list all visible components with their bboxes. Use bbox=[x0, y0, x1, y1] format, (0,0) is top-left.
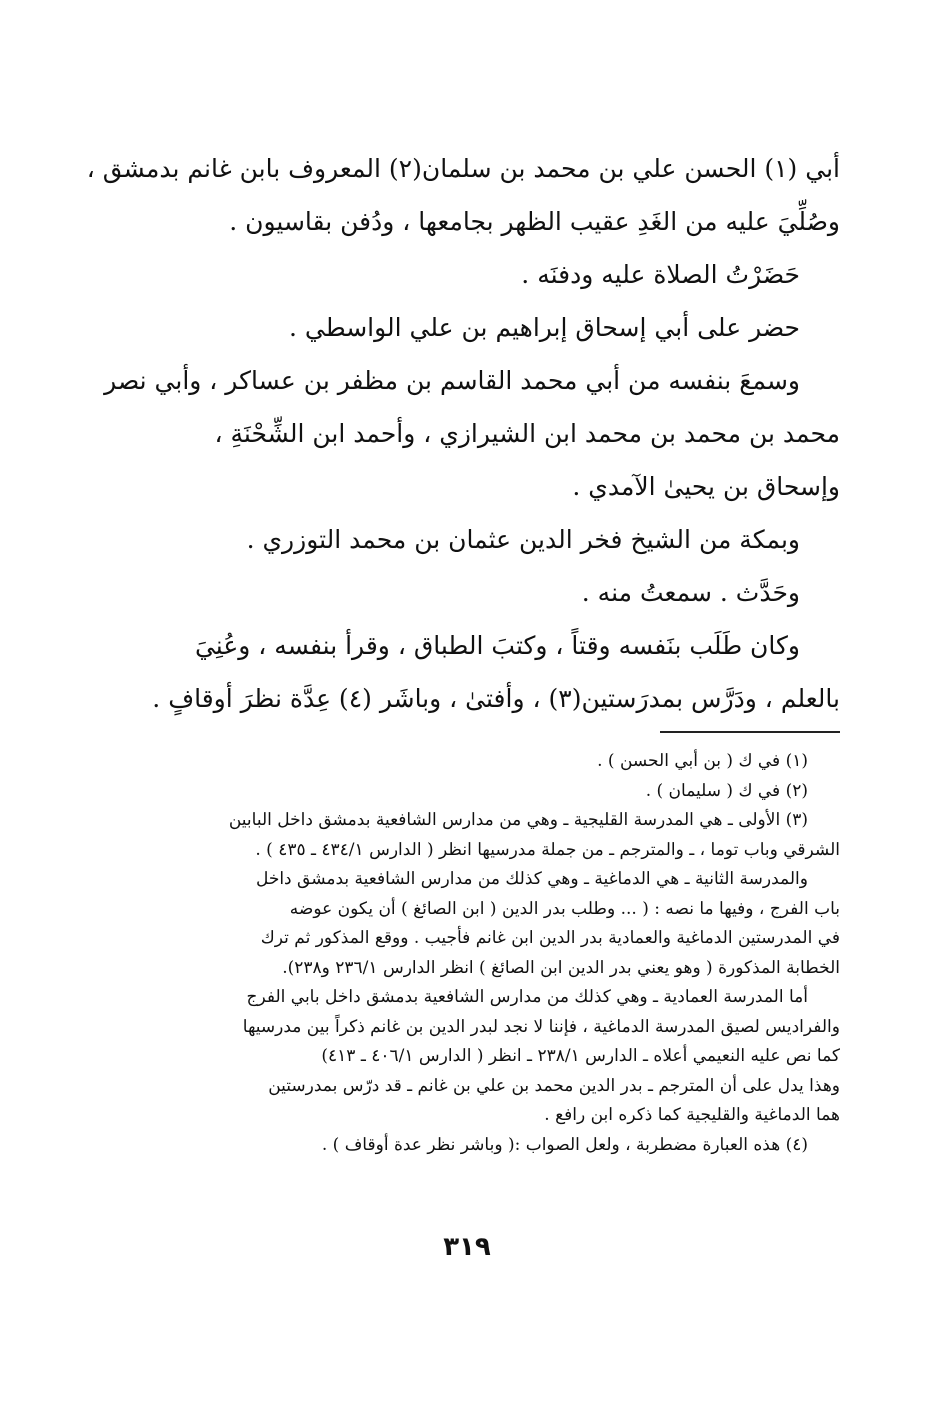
main-text bbox=[86, 142, 840, 725]
footnote-line: والفراديس لصيق المدرسة الدماغية ، فإننا لا نجد لبدر الدين بن غانم ذكراً بين مدرسيها bbox=[242, 1016, 840, 1037]
footnote-separator bbox=[660, 731, 840, 733]
text-line: وحَدَّث . سمعتُ منه . bbox=[581, 578, 800, 607]
footnote-line: أما المدرسة العمادية ـ وهي كذلك من مدارس الشافعية بدمشق داخل بابي الفرج bbox=[246, 987, 808, 1007]
footnote-line: الخطابة المذكورة ( وهو يعني بدر الدين ابن الصائغ ) انظر الدارس ٢٣٦/١ و٢٣٨). bbox=[282, 957, 840, 978]
footnote-line: (١) في ك ( بن أبي الحسن ) . bbox=[597, 751, 808, 771]
footnote-line: (٢) في ك ( سليمان ) . bbox=[645, 780, 808, 801]
text-line: أبي (١) الحسن علي بن محمد بن سلمان(٢) المعروف بابن غانم بدمشق ، bbox=[86, 154, 840, 183]
text-line: وبمكة من الشيخ فخر الدين عثمان بن محمد التوزري . bbox=[246, 525, 800, 554]
footnotes bbox=[158, 747, 840, 1160]
text-line: حضر على أبي إسحاق إبراهيم بن علي الواسطي . bbox=[288, 313, 800, 342]
footnote-line: (٣) الأولى ـ هي المدرسة القليجية ـ وهي من مدارس الشافعية بدمشق داخل البابين bbox=[228, 810, 808, 830]
text-line: وكان طَلَب بنَفسه وقتاً ، وكتبَ الطباق ، وقرأ بنفسه ، وعُنِيَ bbox=[194, 631, 800, 660]
footnote-line: وهذا يدل على أن المترجم ـ بدر الدين محمد بن علي بن غانم ـ قد درّس بمدرستين bbox=[268, 1075, 840, 1096]
text-line: حَضَرْتُ الصلاة عليه ودفنَه . bbox=[521, 260, 800, 289]
text-line: وصُلِّيَ عليه من الغَدِ عقيب الظهر بجامعها ، ودُفن بقاسيون . bbox=[229, 207, 840, 236]
footnote-line: كما نص عليه النعيمي أعلاه ـ الدارس ٢٣٨/١ ـ انظر ( الدارس ٤٠٦/١ ـ ٤١٣) bbox=[321, 1046, 840, 1066]
footnote-line: والمدرسة الثانية ـ هي الدماغية ـ وهي كذلك من مدارس الشافعية بدمشق داخل bbox=[255, 869, 808, 889]
page-content bbox=[86, 142, 840, 1160]
footnote-line: في المدرستين الدماغية والعمادية بدر الدين ابن غانم فأجيب . ووقع المذكور ثم ترك bbox=[260, 928, 840, 948]
footnote-line: باب الفرج ، وفيها ما نصه : ( ... وطلب بدر الدين ( ابن الصائغ ) أن يكون عوضه bbox=[289, 898, 840, 919]
text-line: محمد بن محمد بن محمد ابن الشيرازي ، وأحمد ابن الشِّحْنَةِ ، bbox=[214, 419, 840, 448]
footnote-line: (٤) هذه العبارة مضطربة ، ولعل الصواب :( وباشر نظر عدة أوقاف ) . bbox=[321, 1134, 808, 1155]
text-line: وسمعَ بنفسه من أبي محمد القاسم بن مظفر بن عساكر ، وأبي نصر bbox=[104, 366, 800, 395]
text-line: وإسحاق بن يحيىٰ الآمدي . bbox=[572, 472, 840, 501]
footnote-line: الشرقي وباب توما ، ـ والمترجم ـ من جملة مدرسيها انظر ( الدارس ٤٣٤/١ ـ ٤٣٥ ) . bbox=[255, 839, 840, 860]
footnote-line: هما الدماغية والقليجية كما ذكره ابن رافع . bbox=[544, 1105, 840, 1125]
page-number: ٣١٩ bbox=[443, 1232, 491, 1262]
text-line: بالعلم ، ودَرَّس بمدرَستين(٣) ، وأفتىٰ ، وباشَر (٤) عِدَّة نظرَ أوقافٍ . bbox=[152, 684, 840, 713]
